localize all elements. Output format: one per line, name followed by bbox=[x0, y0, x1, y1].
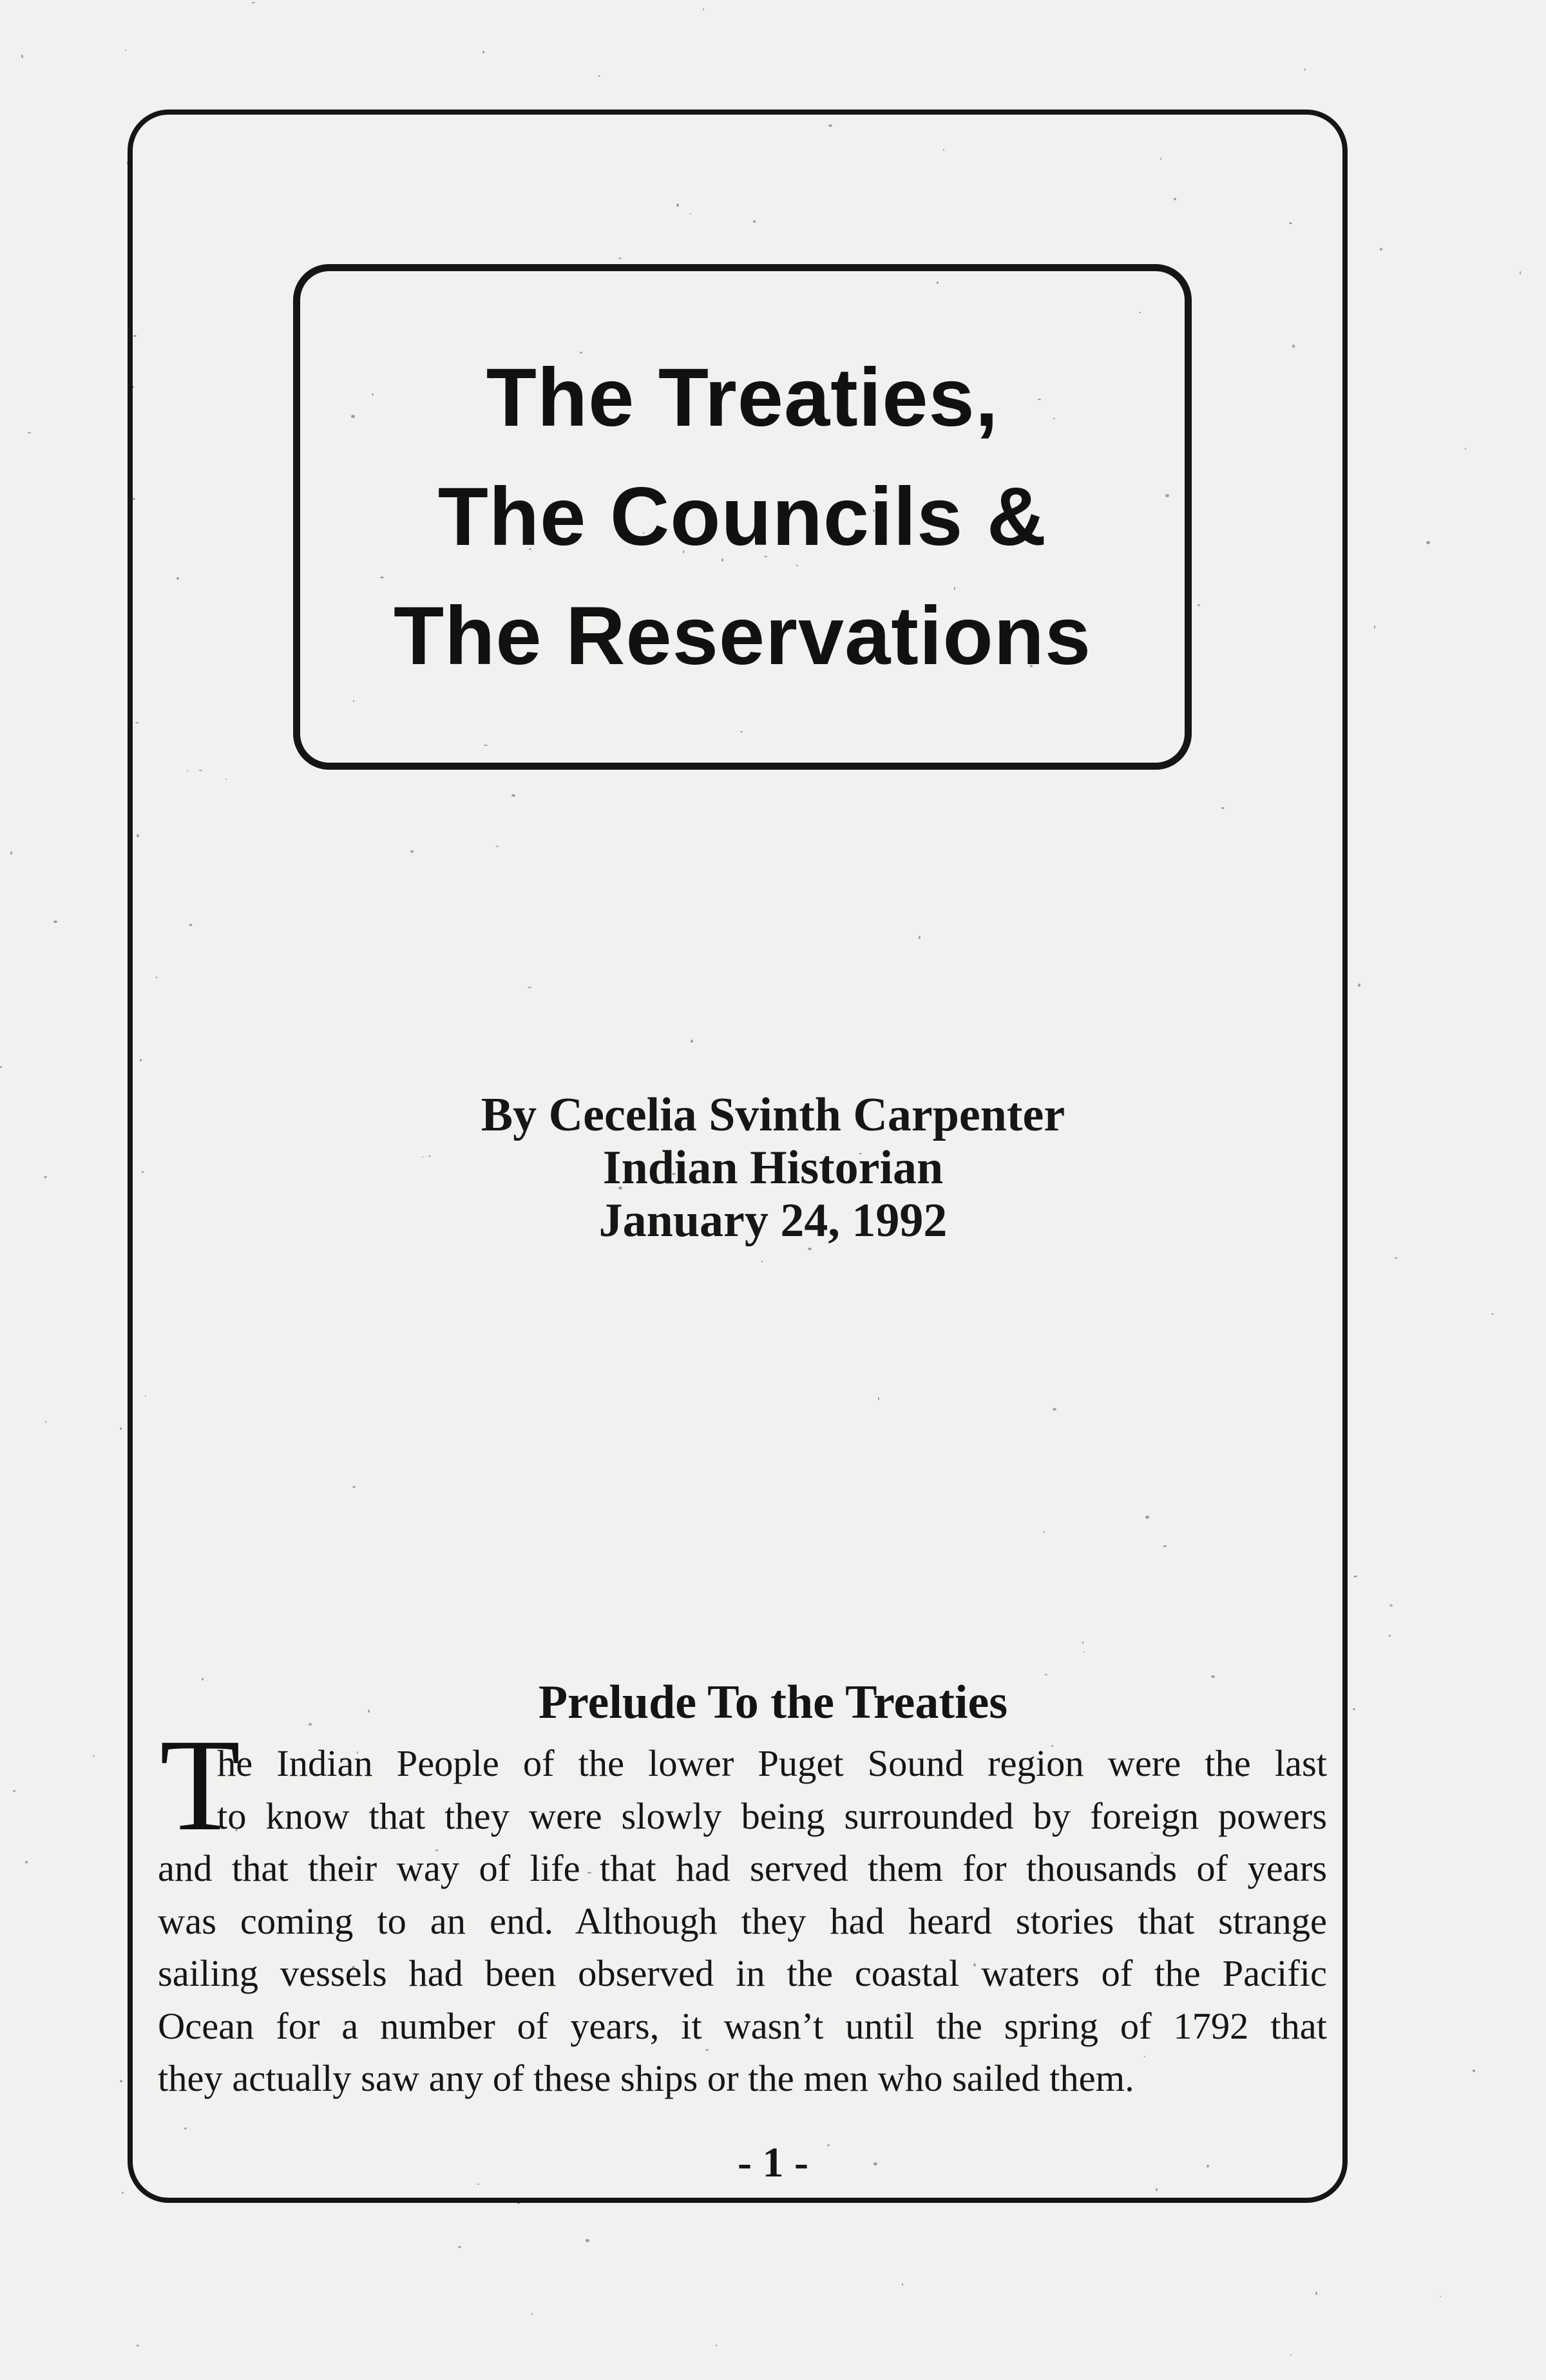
paper-speck bbox=[902, 2283, 903, 2286]
body-paragraph bbox=[158, 1737, 1327, 2105]
paper-speck bbox=[120, 1427, 122, 1430]
paper-speck bbox=[21, 55, 23, 58]
paper-speck bbox=[252, 2, 255, 3]
title-line-2: The Councils & bbox=[437, 471, 1047, 563]
paragraph-line: Ocean for a number of years, it wasn’t until the spring of 1792 that bbox=[158, 2004, 1327, 2047]
paper-speck bbox=[1395, 1257, 1398, 1259]
paper-speck bbox=[122, 2192, 124, 2194]
paper-speck bbox=[531, 2313, 533, 2315]
section-heading: Prelude To the Treaties bbox=[538, 1676, 1008, 1729]
paper-speck bbox=[93, 1755, 95, 1756]
paragraph-line: he Indian People of the lower Puget Sound region were the last bbox=[217, 1742, 1327, 1784]
paper-speck bbox=[1389, 1635, 1391, 1637]
paper-speck bbox=[1465, 448, 1466, 450]
page-number: - 1 - bbox=[738, 2139, 808, 2186]
paragraph-line: was coming to an end. Although they had heard stories that strange bbox=[158, 1899, 1327, 1942]
byline bbox=[0, 1089, 1546, 1247]
paper-speck bbox=[1389, 1604, 1393, 1606]
paper-speck bbox=[703, 8, 704, 10]
paper-speck bbox=[482, 51, 484, 53]
paper-speck bbox=[1440, 2296, 1441, 2297]
title-box bbox=[293, 264, 1192, 770]
paper-speck bbox=[125, 50, 126, 51]
paper-speck bbox=[586, 2239, 589, 2242]
paper-speck bbox=[0, 1066, 2, 1068]
paper-speck bbox=[1374, 625, 1375, 629]
paper-speck bbox=[10, 852, 12, 855]
author-name: By Cecelia Svinth Carpenter bbox=[481, 1089, 1065, 1141]
paper-speck bbox=[45, 1421, 46, 1423]
paragraph-line: and that their way of life that had served them for thousands of years bbox=[158, 1847, 1327, 1889]
paper-speck bbox=[1290, 2354, 1292, 2356]
paper-speck bbox=[1353, 1576, 1357, 1577]
paper-speck bbox=[1380, 248, 1382, 251]
paper-speck bbox=[458, 2246, 461, 2248]
paper-speck bbox=[120, 2080, 122, 2082]
drop-cap: T bbox=[160, 1712, 241, 1858]
paper-speck bbox=[716, 2345, 717, 2347]
paper-speck bbox=[1491, 1313, 1494, 1315]
paper-speck bbox=[13, 1790, 15, 1792]
paper-speck bbox=[25, 1861, 28, 1863]
paper-speck bbox=[1358, 984, 1360, 987]
title-line-1: The Treaties, bbox=[486, 352, 999, 444]
title-line-3: The Reservations bbox=[393, 590, 1092, 682]
paper-speck bbox=[1426, 541, 1430, 544]
paper-speck bbox=[1315, 2292, 1317, 2295]
paper-speck bbox=[598, 75, 600, 77]
paragraph-line: to know that they were slowly being surrounded by foreign powers bbox=[217, 1795, 1327, 1837]
paper-speck bbox=[1473, 2070, 1475, 2072]
paper-speck bbox=[137, 2345, 139, 2347]
paragraph-line: sailing vessels had been observed in the coastal waters of the Pacific bbox=[158, 1952, 1327, 1994]
paper-speck bbox=[1520, 271, 1521, 274]
paragraph-line: they actually saw any of these ships or the men who sailed them. bbox=[158, 2057, 1134, 2099]
author-role: Indian Historian bbox=[602, 1141, 944, 1194]
paper-speck bbox=[53, 920, 57, 923]
publication-date: January 24, 1992 bbox=[598, 1194, 948, 1247]
paper-speck bbox=[28, 432, 31, 433]
paper-speck bbox=[1304, 68, 1306, 71]
